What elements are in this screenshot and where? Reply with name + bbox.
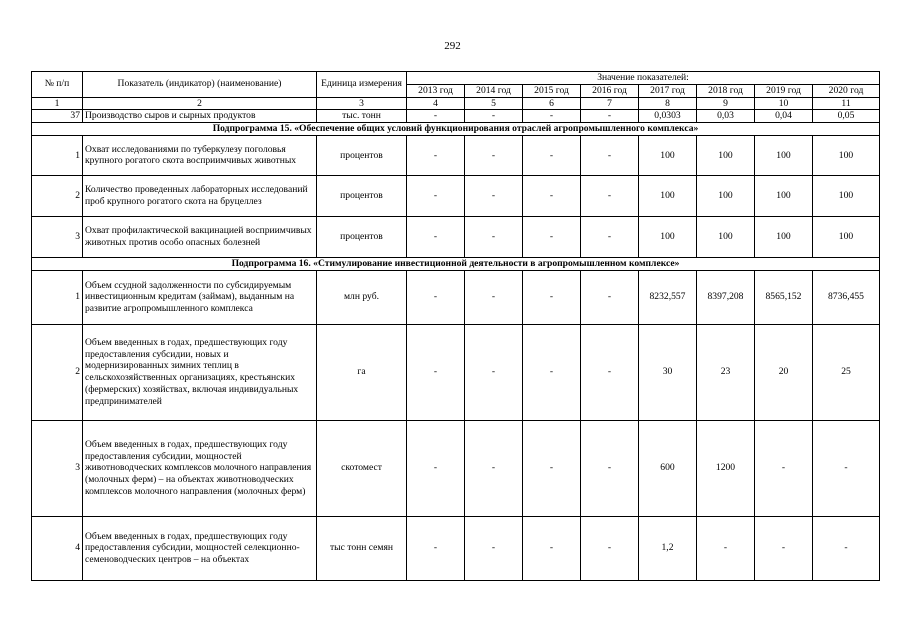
subprogram-heading <box>32 257 880 270</box>
table-row <box>32 135 880 175</box>
row-value: - <box>465 270 523 324</box>
row-value: 8565,152 <box>755 270 813 324</box>
row-value: - <box>407 420 465 516</box>
row-name: Объем введенных в годах, предшествующих году предоставления субсидии, мощностей селекционно-семеноводческих центров – на объектах <box>83 516 317 580</box>
row-value: - <box>523 216 581 257</box>
row-unit: процентов <box>317 216 407 257</box>
row-value: - <box>581 324 639 420</box>
row-value: - <box>407 216 465 257</box>
row-value: - <box>407 270 465 324</box>
row-value: - <box>523 110 581 123</box>
row-unit: тыс. тонн <box>317 110 407 123</box>
row-value: - <box>581 110 639 123</box>
row-value: - <box>407 324 465 420</box>
table-row <box>32 516 880 580</box>
col-number: 3 <box>317 97 407 110</box>
header-indicator: Показатель (индикатор) (наименование) <box>83 72 317 98</box>
row-unit: скотомест <box>317 420 407 516</box>
header-year: 2020 год <box>813 84 880 97</box>
row-value: - <box>465 110 523 123</box>
row-value: 100 <box>755 135 813 175</box>
row-value: - <box>465 216 523 257</box>
col-number: 1 <box>32 97 83 110</box>
row-value: 100 <box>813 175 880 216</box>
row-value: 100 <box>755 175 813 216</box>
row-unit: млн руб. <box>317 270 407 324</box>
row-num: 1 <box>32 135 83 175</box>
row-name: Объем введенных в годах, предшествующих году предоставления субсидии, новых и модернизированных зимних теплиц в сельскохозяйственных организациях, крестьянских (фермерских) хозяйствах, включая индивидуальных предпринимателей <box>83 324 317 420</box>
row-value: - <box>813 420 880 516</box>
page-number: 292 <box>444 40 461 52</box>
row-value: - <box>697 516 755 580</box>
row-value: - <box>523 516 581 580</box>
row-value: 30 <box>639 324 697 420</box>
row-value: - <box>465 516 523 580</box>
row-value: - <box>523 420 581 516</box>
col-number: 2 <box>83 97 317 110</box>
row-value: 100 <box>813 216 880 257</box>
row-value: 1,2 <box>639 516 697 580</box>
table-row <box>32 110 880 123</box>
col-number: 10 <box>755 97 813 110</box>
row-value: - <box>407 110 465 123</box>
table-row <box>32 324 880 420</box>
header-year: 2015 год <box>523 84 581 97</box>
row-value: 0,0303 <box>639 110 697 123</box>
table-row <box>32 175 880 216</box>
row-value: 100 <box>639 135 697 175</box>
row-value: - <box>755 516 813 580</box>
row-value: 100 <box>639 175 697 216</box>
row-value: 0,04 <box>755 110 813 123</box>
row-name: Объем введенных в годах, предшествующих году предоставления субсидии, мощностей животноводческих комплексов молочного направления (молочных ферм) – на объектах животноводческих комплексов молочного направления (молочных ферм) <box>83 420 317 516</box>
row-num: 4 <box>32 516 83 580</box>
row-value: 100 <box>697 175 755 216</box>
row-value: - <box>523 135 581 175</box>
row-num: 37 <box>32 110 83 123</box>
row-num: 2 <box>32 175 83 216</box>
row-value: 100 <box>813 135 880 175</box>
row-value: - <box>581 516 639 580</box>
row-value: - <box>581 420 639 516</box>
row-value: 20 <box>755 324 813 420</box>
subprogram-heading <box>32 123 880 136</box>
row-value: 8736,455 <box>813 270 880 324</box>
header-year: 2013 год <box>407 84 465 97</box>
row-value: 100 <box>697 135 755 175</box>
row-num: 3 <box>32 420 83 516</box>
row-value: 23 <box>697 324 755 420</box>
header-year: 2014 год <box>465 84 523 97</box>
header-num: № п/п <box>32 72 83 98</box>
header-values-title: Значение показателей: <box>407 72 880 85</box>
row-name: Охват исследованиями по туберкулезу поголовья крупного рогатого скота восприимчивых животных <box>83 135 317 175</box>
row-value: 25 <box>813 324 880 420</box>
row-value: 8232,557 <box>639 270 697 324</box>
row-value: - <box>581 175 639 216</box>
row-value: 8397,208 <box>697 270 755 324</box>
row-value: 100 <box>639 216 697 257</box>
row-name: Производство сыров и сырных продуктов <box>83 110 317 123</box>
col-number: 5 <box>465 97 523 110</box>
row-value: - <box>581 270 639 324</box>
row-value: - <box>581 216 639 257</box>
row-unit: га <box>317 324 407 420</box>
header-year: 2018 год <box>697 84 755 97</box>
row-value: - <box>465 324 523 420</box>
row-value: - <box>523 270 581 324</box>
row-value: - <box>813 516 880 580</box>
row-num: 3 <box>32 216 83 257</box>
row-name: Объем ссудной задолженности по субсидируемым инвестиционным кредитам (займам), выданным на развитие агропромышленного комплекса <box>83 270 317 324</box>
row-value: - <box>465 175 523 216</box>
row-num: 1 <box>32 270 83 324</box>
col-number: 6 <box>523 97 581 110</box>
row-value: - <box>465 135 523 175</box>
table-row <box>32 216 880 257</box>
row-value: 0,05 <box>813 110 880 123</box>
row-value: 100 <box>755 216 813 257</box>
row-value: - <box>523 324 581 420</box>
row-name: Количество проведенных лабораторных исследований проб крупного рогатого скота на бруцеллез <box>83 175 317 216</box>
col-number: 11 <box>813 97 880 110</box>
row-value: - <box>407 516 465 580</box>
indicators-table <box>31 71 880 581</box>
row-value: - <box>465 420 523 516</box>
table-row <box>32 270 880 324</box>
row-name: Охват профилактической вакцинацией восприимчивых животных против особо опасных болезней <box>83 216 317 257</box>
header-year: 2019 год <box>755 84 813 97</box>
row-value: - <box>755 420 813 516</box>
table-row <box>32 420 880 516</box>
subprogram-title: Подпрограмма 16. «Стимулирование инвестиционной деятельности в агропромышленном комплексе» <box>32 257 880 270</box>
row-value: 1200 <box>697 420 755 516</box>
row-value: - <box>581 135 639 175</box>
row-unit: процентов <box>317 135 407 175</box>
col-number: 7 <box>581 97 639 110</box>
header-year: 2017 год <box>639 84 697 97</box>
col-number: 4 <box>407 97 465 110</box>
row-value: 100 <box>697 216 755 257</box>
row-unit: процентов <box>317 175 407 216</box>
row-value: 0,03 <box>697 110 755 123</box>
header-year: 2016 год <box>581 84 639 97</box>
row-value: - <box>407 135 465 175</box>
row-value: - <box>407 175 465 216</box>
col-number: 9 <box>697 97 755 110</box>
row-value: - <box>523 175 581 216</box>
row-unit: тыс тонн семян <box>317 516 407 580</box>
row-value: 600 <box>639 420 697 516</box>
col-number: 8 <box>639 97 697 110</box>
header-unit: Единица измерения <box>317 72 407 98</box>
row-num: 2 <box>32 324 83 420</box>
subprogram-title: Подпрограмма 15. «Обеспечение общих условий функционирования отраслей агропромышленного комплекса» <box>32 123 880 136</box>
